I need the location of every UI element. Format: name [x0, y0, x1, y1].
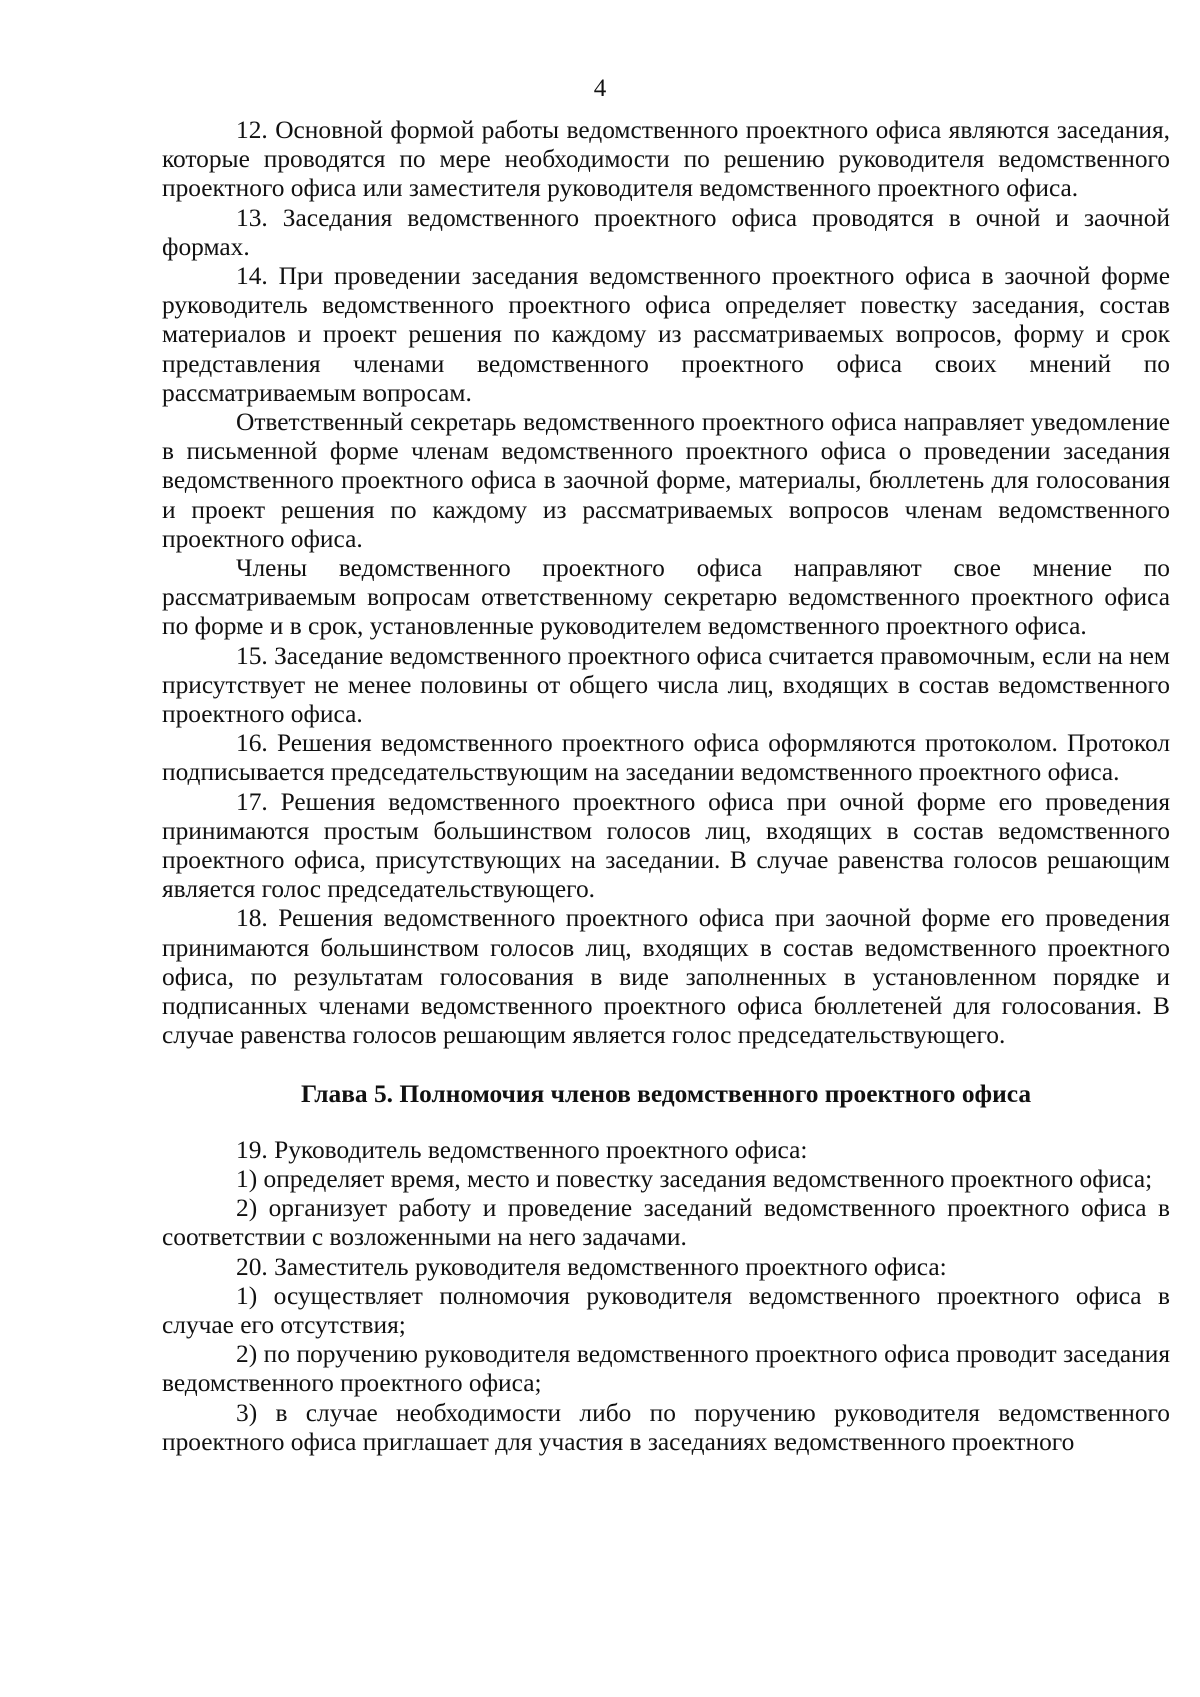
paragraph-20-item-3: 3) в случае необходимости либо по поручению руководителя ведомственного проектного офиса приглашает для участия в заседаниях ведомственного проектного [162, 1398, 1170, 1456]
paragraph-20-item-2: 2) по поручению руководителя ведомственного проектного офиса проводит заседания ведомственного проектного офиса; [162, 1340, 1170, 1398]
paragraph-12: 12. Основной формой работы ведомственного проектного офиса являются заседания, которые проводятся по мере необходимости по решению руководителя ведомственного проектного офиса или заместителя руководителя ведомственного проектного офиса. [162, 116, 1170, 203]
paragraph-16: 16. Решения ведомственного проектного офиса оформляются протоколом. Протокол подписывается председательствующим на заседании ведомственного проектного офиса. [162, 729, 1170, 787]
paragraph-20: 20. Заместитель руководителя ведомственного проектного офиса: [236, 1252, 947, 1281]
paragraph-20-item-1: 1) осуществляет полномочия руководителя ведомственного проектного офиса в случае его отсутствия; [162, 1281, 1170, 1339]
document-body [162, 116, 1170, 1457]
paragraph-18: 18. Решения ведомственного проектного офиса при заочной форме его проведения принимаются большинством голосов лиц, входящих в состав ведомственного проектного офиса, по результатам голосования в виде заполненных в установленном порядке и подписанных членами ведомственного проектного офиса бюллетеней для голосования. В случае равенства голосов решающим является голос председательствующего. [162, 904, 1170, 1050]
paragraph-19: 19. Руководитель ведомственного проектного офиса: [236, 1135, 808, 1164]
paragraph-14-members: Члены ведомственного проектного офиса направляют свое мнение по рассматриваемым вопросам ответственному секретарю ведомственного проектного офиса по форме и в срок, установленные руководителем ведомственного проектного офиса. [162, 554, 1170, 641]
page-number: 4 [593, 75, 607, 102]
chapter-5-heading: Глава 5. Полномочия членов ведомственного проектного офиса [300, 1079, 1032, 1108]
paragraph-15: 15. Заседание ведомственного проектного офиса считается правомочным, если на нем присутствует не менее половины от общего числа лиц, входящих в состав ведомственного проектного офиса. [162, 641, 1170, 729]
paragraph-14: 14. При проведении заседания ведомственного проектного офиса в заочной форме руководитель ведомственного проектного офиса определяет повестку заседания, состав материалов и проект решения по каждому из рассматриваемых вопросов, форму и срок представления членами ведомственного проектного офиса своих мнений по рассматриваемым вопросам. [162, 262, 1170, 407]
paragraph-19-item-1: 1) определяет время, место и повестку заседания ведомственного проектного офиса; [236, 1164, 1153, 1193]
paragraph-14-secretary: Ответственный секретарь ведомственного проектного офиса направляет уведомление в письменной форме членам ведомственного проектного офиса о проведении заседания ведомственного проектного офиса в заочной форме, материалы, бюллетень для голосования и проект решения по каждому из рассматриваемых вопросов членам ведомственного проектного офиса. [162, 408, 1170, 553]
paragraph-19-item-2: 2) организует работу и проведение заседаний ведомственного проектного офиса в соответствии с возложенными на него задачами. [162, 1194, 1170, 1252]
paragraph-13: 13. Заседания ведомственного проектного офиса проводятся в очной и заочной формах. [162, 203, 1170, 261]
paragraph-17: 17. Решения ведомственного проектного офиса при очной форме его проведения принимаются простым большинством голосов лиц, входящих в состав ведомственного проектного офиса, присутствующих на заседании. В случае равенства голосов решающим является голос председательствующего. [162, 787, 1170, 904]
